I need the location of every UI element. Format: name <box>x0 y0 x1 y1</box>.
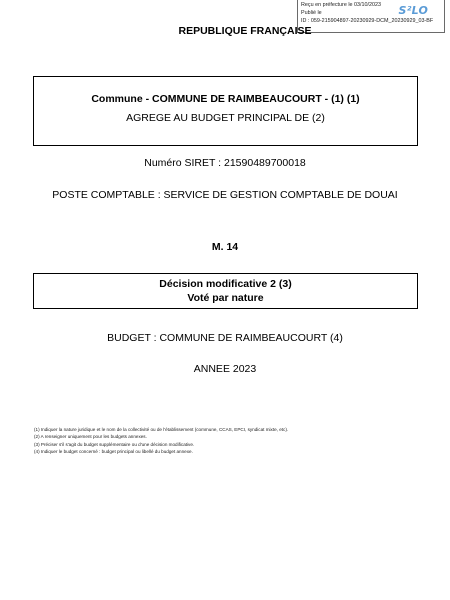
poste-comptable: POSTE COMPTABLE : SERVICE DE GESTION COMPTABLE DE DOUAI <box>52 189 398 201</box>
nomenclature: M. 14 <box>211 241 239 253</box>
budget-name: BUDGET : COMMUNE DE RAIMBEAUCOURT (4) <box>107 332 343 344</box>
footnotes <box>34 426 288 455</box>
footnote: (1) Indiquer la nature juridique et le nom de la collectivité ou de l'établissement (commune, CCAS, EPCI, syndicat mixte, etc). <box>34 427 289 432</box>
stamp-published: Publié le <box>301 10 322 16</box>
siret-number: Numéro SIRET : 21590489700018 <box>144 157 306 169</box>
decision-vote: Voté par nature <box>187 292 264 304</box>
collectivity-aggregate: AGREGE AU BUDGET PRINCIPAL DE (2) <box>126 112 325 124</box>
decision-box <box>33 273 418 309</box>
stamp-id: ID : 059-215904897-20230929-DCM_20230929_03-BF <box>301 18 434 24</box>
footnote: (4) Indiquer le budget concerné : budget principal ou libellé du budget annexe. <box>34 448 193 454</box>
footnote: (2) A renseigner uniquement pour les budgets annexes. <box>34 434 147 440</box>
stamp-received: Reçu en préfecture le 03/10/2023 <box>301 2 382 8</box>
collectivity-box <box>33 76 418 146</box>
s2lo-logo: S²LO <box>398 4 428 17</box>
collectivity-title: Commune - COMMUNE DE RAIMBEAUCOURT - (1) (1) <box>91 93 360 105</box>
footnote: (3) Préciser s'il s'agit du budget supplémentaire ou d'une décision modificative. <box>34 441 195 447</box>
annee: ANNEE 2023 <box>193 363 257 375</box>
decision-title: Décision modificative 2 (3) <box>159 278 292 290</box>
republique-heading: REPUBLIQUE FRANÇAISE <box>178 25 312 37</box>
